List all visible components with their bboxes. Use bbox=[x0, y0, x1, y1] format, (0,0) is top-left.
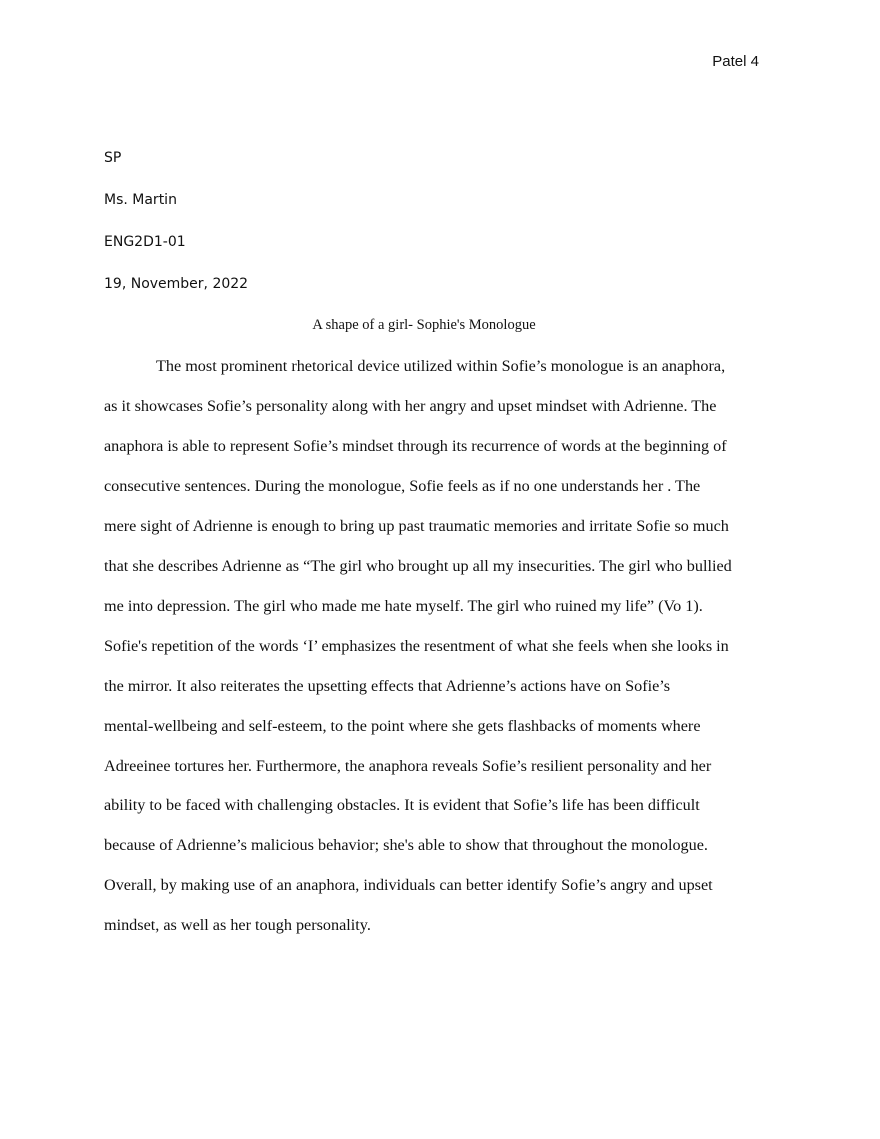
essay-paragraph bbox=[104, 347, 778, 946]
paragraph-line: The most prominent rhetorical device utilized within Sofie’s monologue is an anaphora, bbox=[156, 357, 726, 375]
paragraph-line: the mirror. It also reiterates the upsetting effects that Adrienne’s actions have on Sofie’s bbox=[104, 676, 671, 695]
page-number-header: Patel 4 bbox=[712, 53, 759, 70]
paragraph-line: mindset, as well as her tough personality. bbox=[104, 916, 371, 935]
mla-heading bbox=[104, 146, 248, 314]
paragraph-line: mental-wellbeing and self-esteem, to the point where she gets flashbacks of moments where bbox=[104, 716, 701, 735]
paragraph-line: that she describes Adrienne as “The girl who brought up all my insecurities. The girl who bullied bbox=[104, 556, 732, 575]
essay-title: A shape of a girl- Sophie's Monologue bbox=[312, 317, 536, 333]
essay-date: 19, November, 2022 bbox=[104, 276, 249, 292]
paragraph-line: me into depression. The girl who made me hate myself. The girl who ruined my life” (Vo 1). bbox=[104, 596, 703, 615]
student-name: SP bbox=[104, 150, 122, 166]
paragraph-line: consecutive sentences. During the monologue, Sofie feels as if no one understands her . The bbox=[104, 476, 701, 495]
paragraph-line: ability to be faced with challenging obstacles. It is evident that Sofie’s life has been difficult bbox=[104, 796, 700, 815]
paragraph-line: because of Adrienne’s malicious behavior; she's able to show that throughout the monologue. bbox=[104, 836, 708, 855]
course-code: ENG2D1-01 bbox=[104, 234, 186, 250]
paragraph-line: Adreeinee tortures her. Furthermore, the anaphora reveals Sofie’s resilient personality and her bbox=[104, 756, 712, 775]
paragraph-line: Sofie's repetition of the words ‘I’ emphasizes the resentment of what she feels when she looks in bbox=[104, 636, 729, 655]
paragraph-line: mere sight of Adrienne is enough to bring up past traumatic memories and irritate Sofie so much bbox=[104, 516, 729, 535]
paragraph-line: anaphora is able to represent Sofie’s mindset through its recurrence of words at the beginning of bbox=[104, 436, 727, 455]
paragraph-line: Overall, by making use of an anaphora, individuals can better identify Sofie’s angry and upset bbox=[104, 876, 713, 895]
paragraph-line: as it showcases Sofie’s personality along with her angry and upset mindset with Adrienne. The bbox=[104, 396, 717, 415]
teacher-name: Ms. Martin bbox=[104, 192, 177, 208]
